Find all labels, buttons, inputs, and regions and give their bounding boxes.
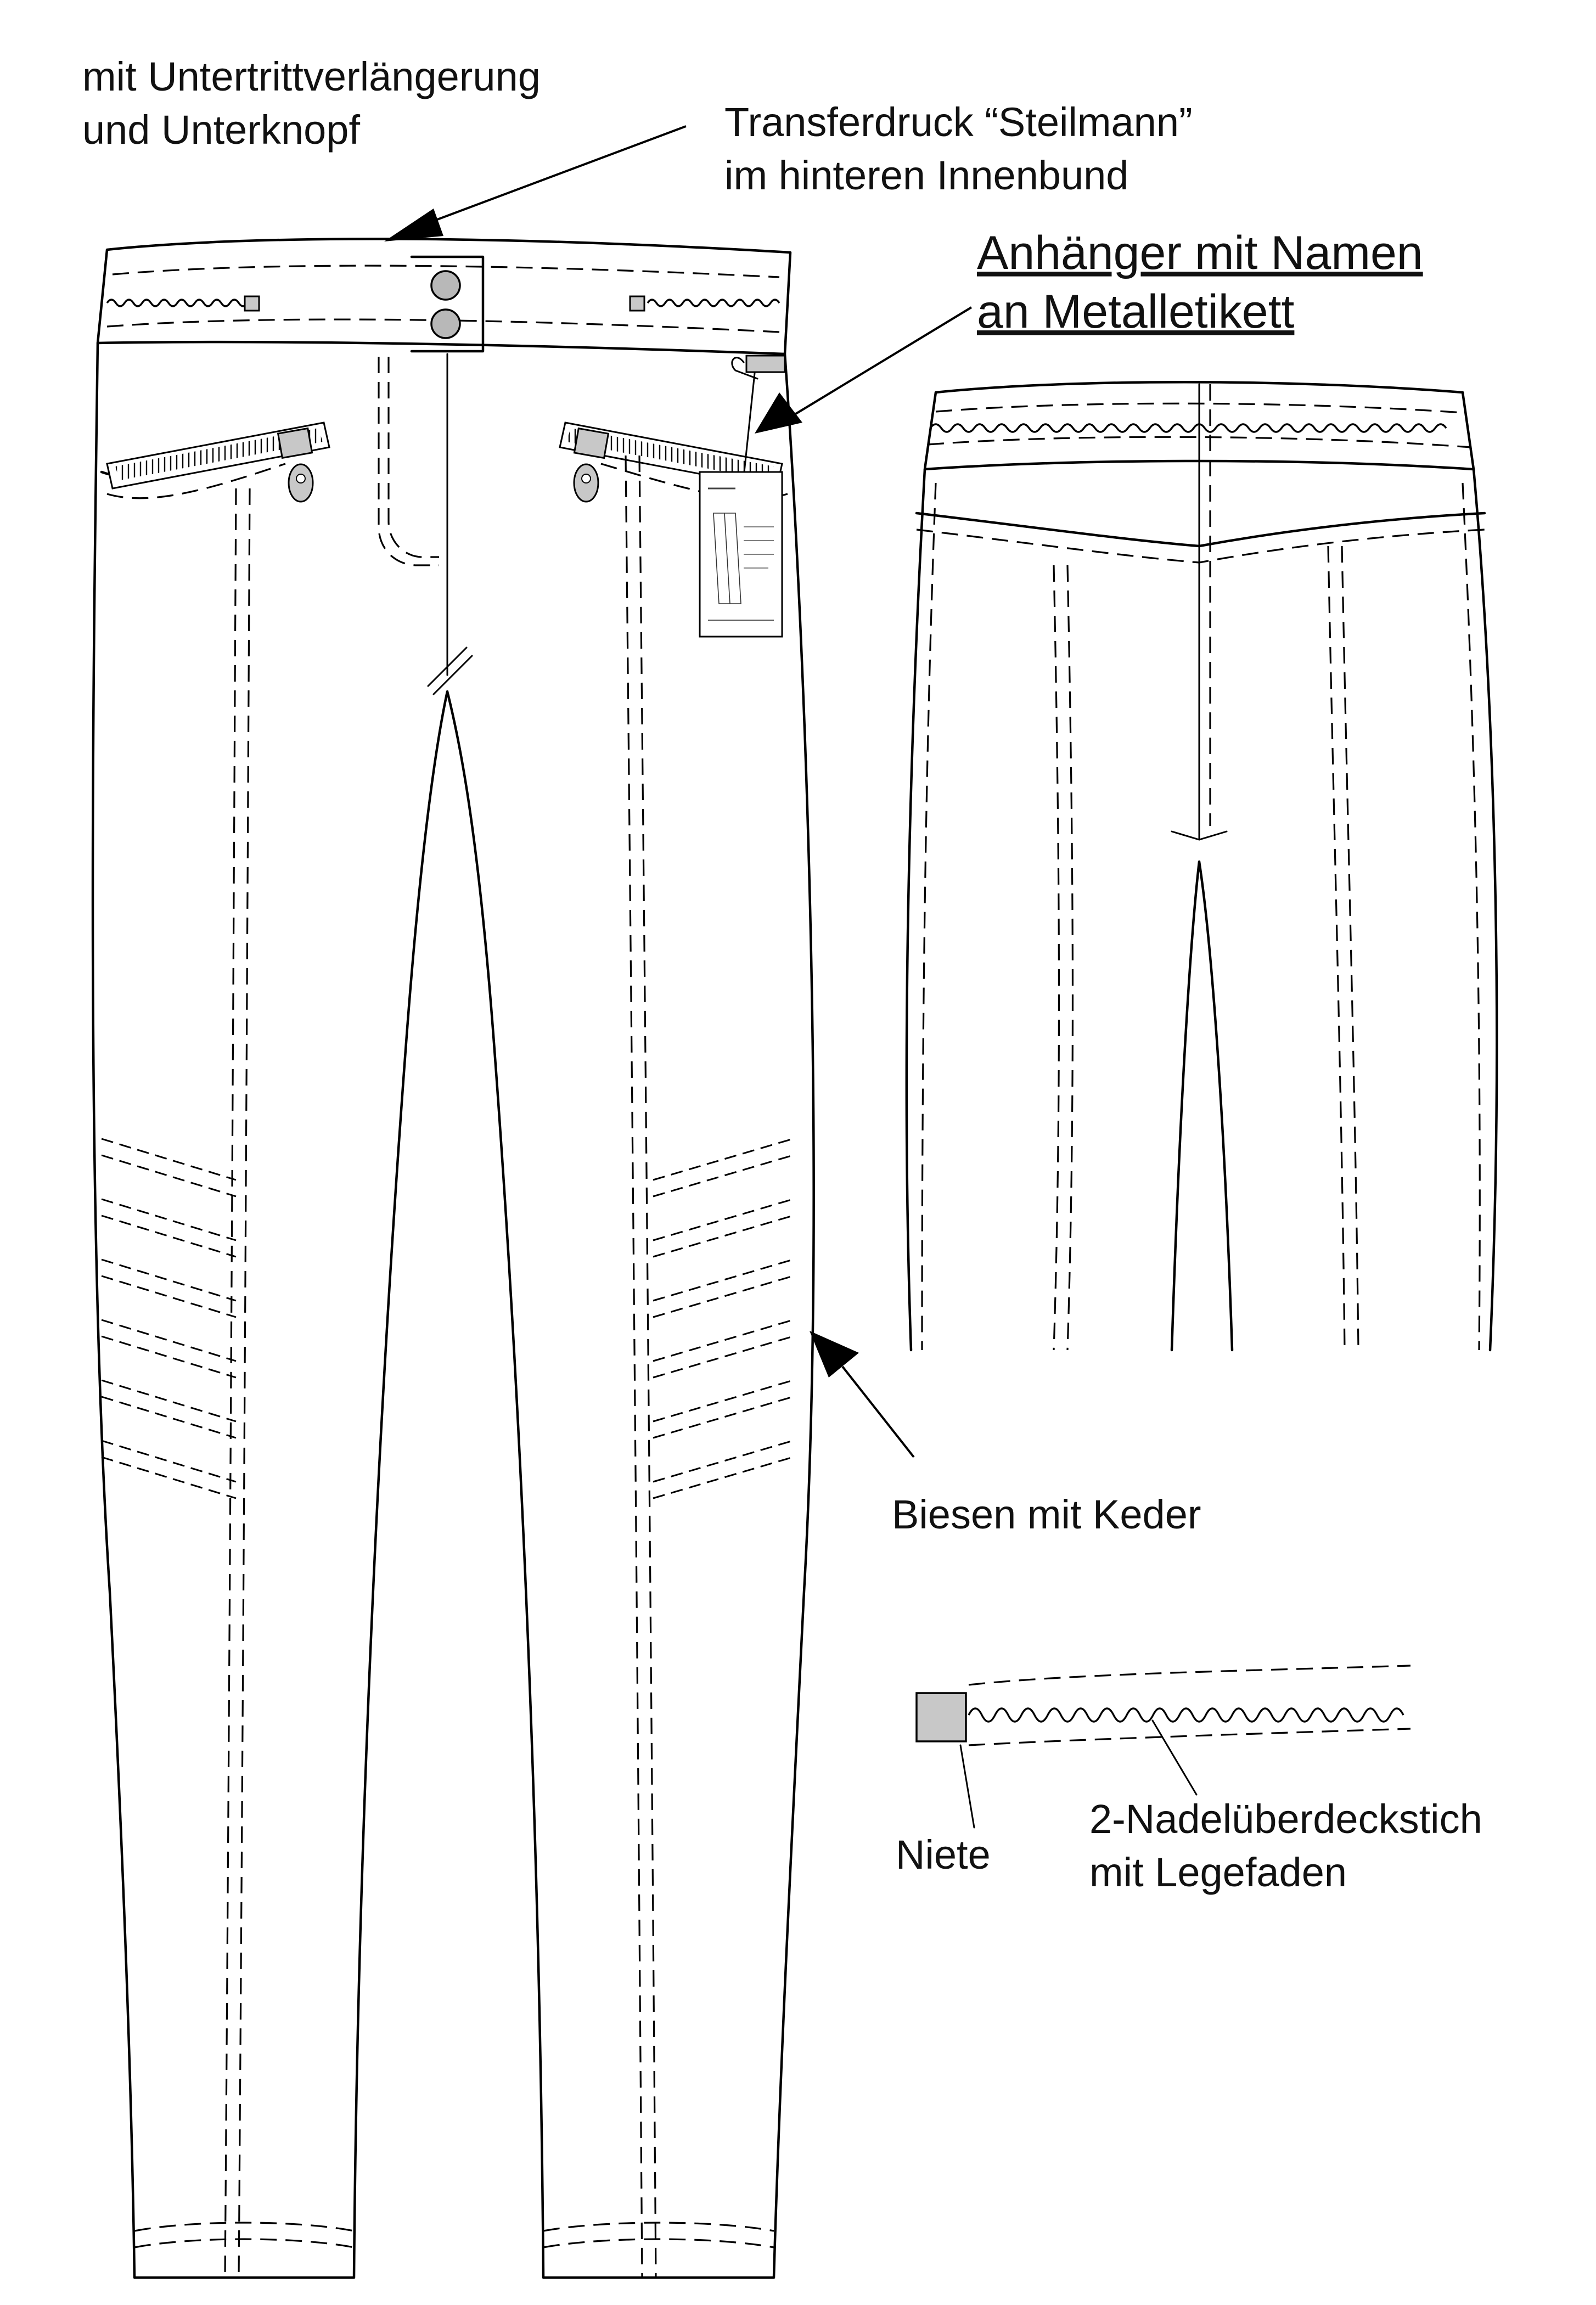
label-untertritt-2: und Unterknopf [82,107,361,153]
hang-tag [700,356,785,637]
rivet-waist-right [630,296,644,311]
back-view-pants [907,382,1497,1350]
button-lower [431,310,460,338]
pintucks-left [102,1139,236,1498]
label-untertritt-1: mit Untertrittverlängerung [82,54,541,99]
annotation-arrows [384,126,971,1457]
label-transferdruck-1: Transferdruck “Steilmann” [724,99,1193,145]
rivet-detail-niete [917,1693,966,1741]
label-transferdruck-2: im hinteren Innenbund [724,153,1129,198]
button-upper [431,271,460,300]
label-nadelueberdeckstich-1: 2-Nadelüberdeckstich [1089,1796,1482,1842]
label-niete: Niete [896,1832,991,1877]
label-anhaenger-1: Anhänger mit Namen [977,227,1423,279]
pintucks-right [653,1139,793,1498]
label-anhaenger-2: an Metalletikett [977,285,1295,338]
label-biesen-mit-keder: Biesen mit Keder [892,1492,1201,1537]
label-nadelueberdeckstich-2: mit Legefaden [1089,1849,1347,1895]
front-view-pants [93,239,814,2278]
zip-pocket-left [107,423,329,502]
annotations [82,54,1482,1895]
rivet-waist-left [245,296,259,311]
